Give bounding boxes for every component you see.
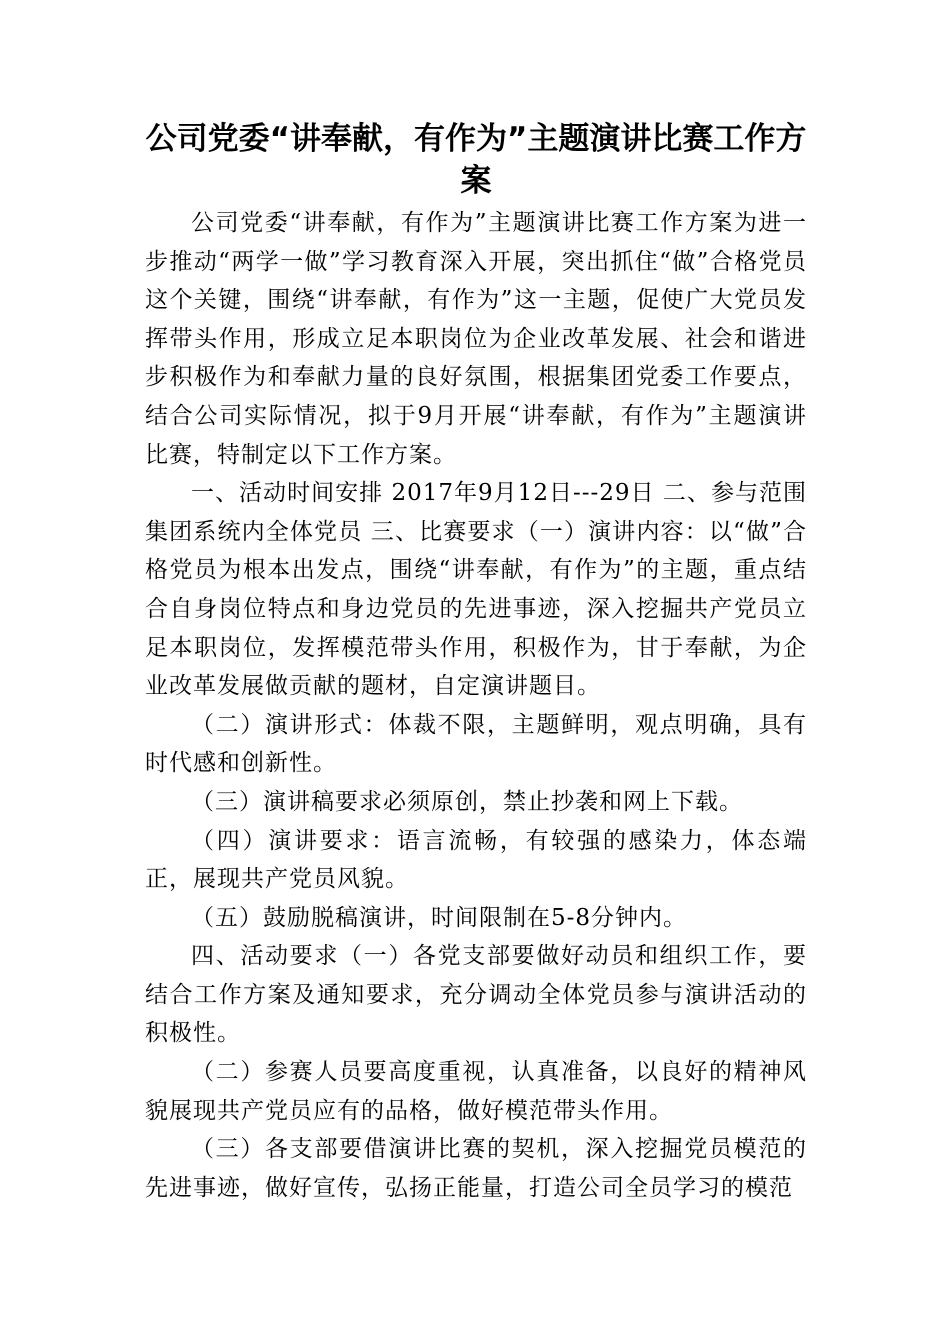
paragraph-speech-requirements: （四）演讲要求：语言流畅，有较强的感染力，体态端正，展现共产党员风貌。 [145,827,807,893]
paragraph-intro: 公司党委“讲奉献，有作为”主题演讲比赛工作方案为进一步推动“两学一做”学习教育深入开展，突出抓住“做”合格党员这个关键，围绕“讲奉献，有作为”这一主题，促使广大党员发挥带头作用，形成立足本职岗位为企业改革发展、社会和谐进步积极作为和奉献力量的良好氛围，根据集团党委工作要点，结合公司实际情况，拟于9月开展“讲奉献，有作为”主题演讲比赛，特制定以下工作方案。 [145,210,807,468]
paragraph-speech-form: （二）演讲形式：体裁不限，主题鲜明，观点明确，具有时代感和创新性。 [145,711,807,777]
paragraph-time-limit: （五）鼓励脱稿演讲，时间限制在5-8分钟内。 [191,904,688,931]
paragraph-participants: （二）参赛人员要高度重视，认真准备，以良好的精神风貌展现共产党员应有的品格，做好模范带头作用。 [145,1059,807,1124]
paragraph-section-1-3: 一、活动时间安排 2017年9月12日---29日 二、参与范围 集团系统内全体党员 三、比赛要求（一）演讲内容：以“做”合格党员为根本出发点，围绕“讲奉献，有作为”的主题，重点结合自身岗位特点和身边党员的先进事迹，深入挖掘共产党员立足本职岗位，发挥模范带头作用，积极作为，甘于奉献，为企业改革发展做贡献的题材，自定演讲题目。 [145,480,807,700]
paragraph-branches: （三）各支部要借演讲比赛的契机，深入挖掘党员模范的先进事迹，做好宣传，弘扬正能量，打造公司全员学习的模范 [145,1136,807,1201]
document-title: 公司党委“讲奉献，有作为”主题演讲比赛工作方案 [145,121,807,199]
paragraph-activity-requirements: 四、活动要求（一）各党支部要做好动员和组织工作，要结合工作方案及通知要求，充分调动全体党员参与演讲活动的积极性。 [145,943,807,1047]
paragraph-speech-draft: （三）演讲稿要求必须原创，禁止抄袭和网上下载。 [191,788,743,815]
document-page [145,118,807,1207]
